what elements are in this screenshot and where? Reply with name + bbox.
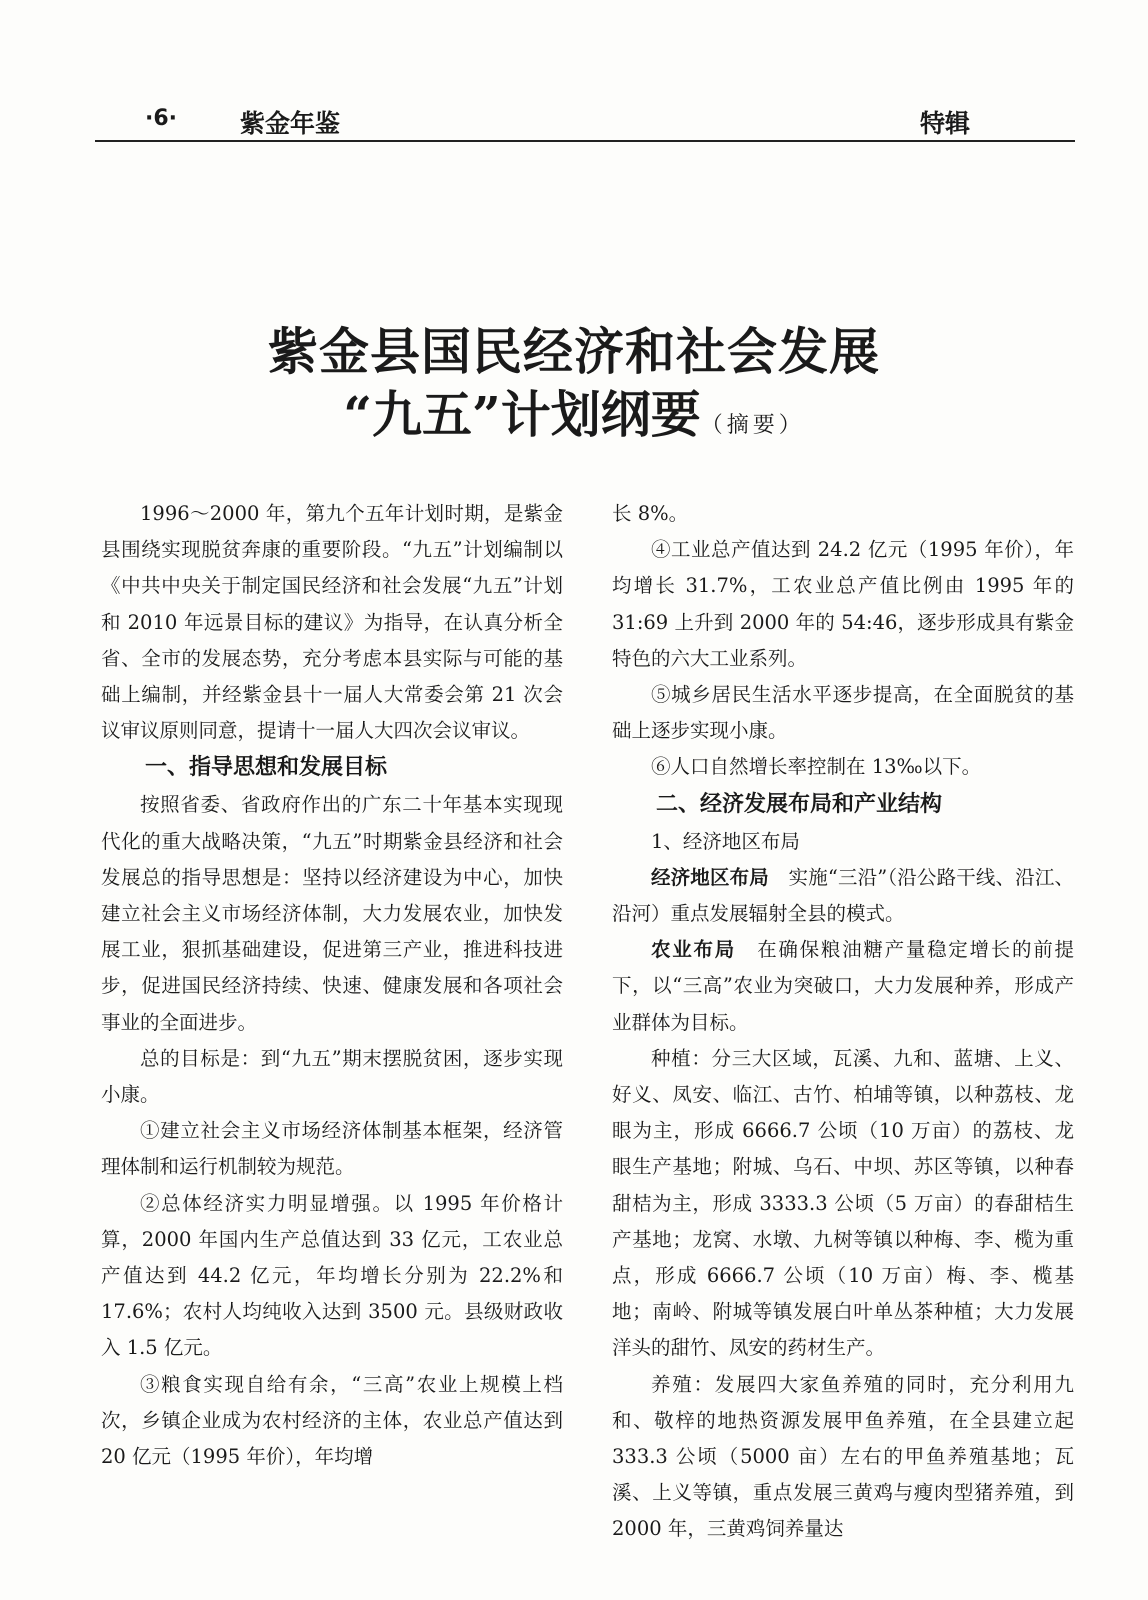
regional-layout-text: 实施“三沿”（沿公路干线、沿江、沿河）重点发展辐射全县的模式。	[612, 865, 1074, 926]
section-heading-1: 一、指导思想和发展目标	[145, 755, 388, 781]
subsection-heading-1: 1、经济地区布局	[651, 829, 800, 853]
agri-layout-lead: 农业布局	[651, 938, 736, 962]
article-subtitle: （摘要）	[700, 413, 805, 438]
section-name: 特辑	[919, 109, 970, 138]
breeding-paragraph: 养殖：发展四大家鱼养殖的同时，充分利用九和、敬梓的地热资源发展甲鱼养殖，在全县建立起 333.3 公顷（5000 亩）左右的甲鱼养殖基地；瓦溪、上义等镇，重点发展三黄鸡与瘦肉型猪养殖，到 2000 年，三黄鸡饲养量达	[612, 1372, 1074, 1541]
goal-item-4: ④工业总产值达到 24.2 亿元（1995 年价），年均增长 31.7%，工农业总产值比例由 1995 年的 31:69 上升到 2000 年的 54:46，逐步形成具有紫金特色的六大工业系列。	[612, 538, 1074, 670]
section-heading-2: 二、经济发展布局和产业结构	[656, 791, 943, 817]
planting-paragraph: 种植：分三大区域，瓦溪、九和、蓝塘、上义、好义、凤安、临江、古竹、柏埔等镇，以种荔枝、龙眼为主，形成 6666.7 公顷（10 万亩）的荔枝、龙眼生产基地；附城、乌石、中坝、苏区等镇，以种春甜桔为主，形成 3333.3 公顷（5 万亩）的春甜桔生产基地；龙窝、水墩、九树等镇以种梅、李、榄为重点，形成 6666.7 公顷（10 万亩）梅、李、榄基地；南岭、附城等镇发展白叶单丛茶种植；大力发展洋头的甜竹、凤安的药材生产。	[612, 1046, 1074, 1360]
agri-layout-paragraph	[612, 932, 1074, 1041]
goal-item-3: ③粮食实现自给有余，“三高”农业上规模上档次，乡镇企业成为农村经济的主体，农业总产值达到 20 亿元（1995 年价），年均增	[101, 1372, 563, 1469]
regional-layout-lead: 经济地区布局	[651, 865, 769, 889]
goal-item-3-continued: 长 8%。	[612, 502, 689, 525]
right-column	[612, 496, 1074, 1548]
left-column	[101, 496, 563, 1475]
guideline-paragraph: 按照省委、省政府作出的广东二十年基本实现现代化的重大战略决策，“九五”时期紫金县经济和社会发展总的指导思想是：坚持以经济建设为中心，加快建立社会主义市场经济体制，大力发展农业，加快发展工业，狠抓基础建设，促进第三产业，推进科技进步，促进国民经济持续、快速、健康发展和各项社会事业的全面进步。	[101, 793, 563, 1034]
article-title-line2	[0, 375, 1148, 447]
page-number: ·6·	[145, 106, 178, 131]
yearbook-name: 紫金年鉴	[240, 109, 341, 138]
goal-item-2: ②总体经济实力明显增强。以 1995 年价格计算，2000 年国内生产总值达到 33 亿元，工农业总产值达到 44.2 亿元，年均增长分别为 22.2%和 17.6%；农村人均纯收入达到 3500 元。县级财政收入 1.5 亿元。	[101, 1191, 563, 1360]
intro-paragraph: 1996～2000 年，第九个五年计划时期，是紫金县围绕实现脱贫奔康的重要阶段。“九五”计划编制以《中共中央关于制定国民经济和社会发展“九五”计划和 2010 年远景目标的建议》为指导，在认真分析全省、全市的发展态势，充分考虑本县实际与可能的基础上编制，并经紫金县十一届人大常委会第 21 次会议审议原则同意，提请十一届人大四次会议审议。	[101, 502, 563, 743]
goal-paragraph: 总的目标是：到“九五”期末摆脱贫困，逐步实现小康。	[101, 1046, 563, 1107]
agri-layout-text: 在确保粮油糖产量稳定增长的前提下，以“三高”农业为突破口，大力发展种养，形成产业群体为目标。	[612, 938, 1074, 1034]
regional-layout-paragraph	[612, 860, 1074, 932]
goal-item-5: ⑤城乡居民生活水平逐步提高，在全面脱贫的基础上逐步实现小康。	[612, 683, 1074, 743]
goal-item-1: ①建立社会主义市场经济体制基本框架，经济管理体制和运行机制较为规范。	[101, 1119, 563, 1179]
goal-item-6: ⑥人口自然增长率控制在 13‰以下。	[651, 755, 982, 779]
article-title-line1: 紫金县国民经济和社会发展	[268, 322, 880, 381]
article-title-main: “九五”计划纲要	[343, 385, 701, 444]
running-header	[95, 98, 1075, 142]
